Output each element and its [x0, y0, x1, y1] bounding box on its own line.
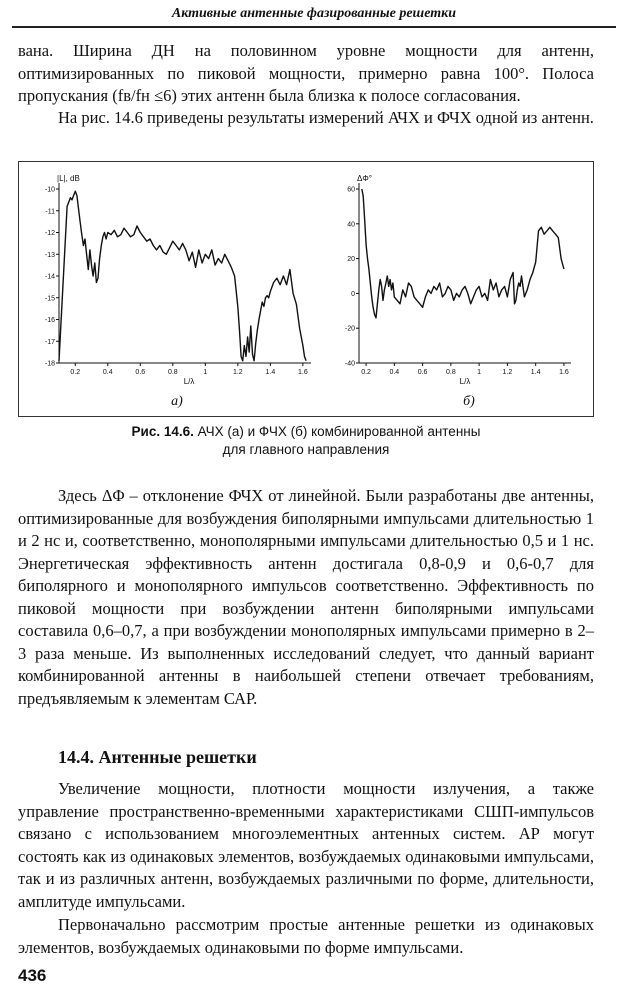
chart-1-y-tick-label: -18	[44, 360, 55, 368]
paragraph-1: вана. Ширина ДН на половинном уровне мощности для антенн, оптимизированных по пиковой мощности, примерно равна 100°. Полоса пропускания (fв/fн ≤6) этих антенн была близка к полосе согласования.	[18, 41, 594, 105]
figure-caption-line-2	[18, 442, 594, 457]
chart-2-y-tick-label: 20	[347, 256, 355, 264]
paragraph-4: Увеличение мощности, плотности мощности излучения, а также управление пространственно-временными характеристиками СШП-импульсов связано с использованием многоэлементных антенных систем. АР могут состоять как из одинаковых элементов, возбуждаемых одинаковыми импульсами, так и из различных антенн, возбуждаемых различными по форме, длительности, амплитуде импульсами.	[18, 779, 594, 911]
section-title: 14.4. Антенные решетки	[58, 747, 257, 767]
chart-1-panel-label: а)	[171, 394, 183, 409]
chart-2-x-tick-label: 1.4	[530, 369, 541, 376]
chart-1-x-tick-label: 0.4	[102, 369, 113, 376]
chart-1-x-tick-label: 0.8	[167, 369, 178, 376]
chart-1-y-tick-label: -12	[44, 230, 55, 237]
figure-caption-text-1: АЧХ (а) и ФЧХ (б) комбинированной антенны	[197, 424, 481, 439]
chart-1-y-tick-label: -10	[44, 186, 55, 194]
chart-1-y-tick-label: -13	[44, 251, 55, 259]
chart-1-y-tick-label: -17	[44, 338, 55, 346]
chart-2-x-tick-label: 1.2	[502, 369, 513, 376]
paragraph-5: Первоначально рассмотрим простые антенные решетки из одинаковых элементов, возбуждаемых одинаковыми по форме импульсами.	[18, 915, 594, 957]
chart-2-x-tick-label: 0.2	[361, 369, 371, 376]
chart-2-y-tick-label: 40	[347, 221, 355, 229]
chart-1-y-tick-label: -15	[44, 295, 55, 303]
figure-14-6	[18, 161, 594, 417]
figure-caption-label: Рис. 14.6.	[131, 424, 194, 439]
chart-1-x-tick-label: 1.4	[265, 369, 276, 376]
chart-1-x-tick-label: 0.2	[70, 369, 81, 376]
chart-2-x-tick-label: 0.6	[417, 369, 428, 376]
chart-2-series-line	[362, 189, 564, 318]
chart-1-x-tick-label: 1	[203, 369, 208, 376]
chart-2-panel-label: б)	[463, 394, 475, 409]
chart-2-x-tick-label: 1.6	[559, 369, 569, 376]
chart-1-x-tick-label: 1.2	[232, 369, 243, 376]
paragraph-3: Здесь ΔΦ – отклонение ФЧХ от линейной. Были разработаны две антенны, оптимизированные для возбуждения биполярными импульсами длительностью 1 и 2 нс и, соответственно, монополярными импульсами длительностью 0,5 и 1 нс. Энергетическая эффективность антенн достигала 0,8-0,9 и 0,6-0,7 для биполярного и монополярного импульсов соответственно. Эффективность по пиковой мощности при возбуждении антенн биполярными импульсами составила 0,6–0,7, а при возбуждении монополярных импульсами примерно в 2–3 раза меньше. Из выполненных исследований следует, что данный вариант комбинированной антенны в наибольшей степени отвечает требованиям, предъявляемым к элементам САР.	[18, 486, 594, 708]
running-header	[12, 4, 616, 28]
chart-1-series-line	[59, 191, 306, 361]
chart-2-y-tick-label: -40	[344, 360, 355, 368]
figure-caption-line-1	[18, 424, 594, 439]
chart-2-y-tick-label: 0	[351, 290, 355, 298]
chart-2-y-tick-label: -20	[344, 325, 355, 333]
chart-2-y-tick-label: 60	[347, 186, 355, 194]
chart-1-x-axis-label: L/λ	[183, 377, 195, 386]
chart-2-x-tick-label: 0.4	[389, 369, 400, 376]
chart-1-y-tick-label: -16	[44, 317, 55, 324]
chart-2-x-tick-label: 1	[477, 369, 482, 376]
figure-charts	[19, 162, 593, 416]
figure-caption-text-2: для главного направления	[222, 442, 390, 457]
chart-1-y-tick-label: -11	[45, 208, 55, 216]
chart-1-y-axis-label: |L|, dB	[57, 174, 80, 183]
page-number: 436	[18, 966, 47, 985]
chart-2-x-axis-label: L/λ	[459, 377, 471, 386]
chart-1-y-tick-label: -14	[44, 273, 55, 281]
chart-1-x-tick-label: 1.6	[298, 369, 308, 376]
chart-2-x-tick-label: 0.8	[445, 369, 456, 376]
paragraph-2: На рис. 14.6 приведены результаты измерений АЧХ и ФЧХ одной из антенн.	[58, 108, 594, 127]
chart-1-x-tick-label: 0.6	[135, 369, 146, 376]
running-title: Активные антенные фазированные решетки	[171, 6, 456, 21]
chart-2-y-axis-label: ΔΦ°	[357, 174, 372, 183]
